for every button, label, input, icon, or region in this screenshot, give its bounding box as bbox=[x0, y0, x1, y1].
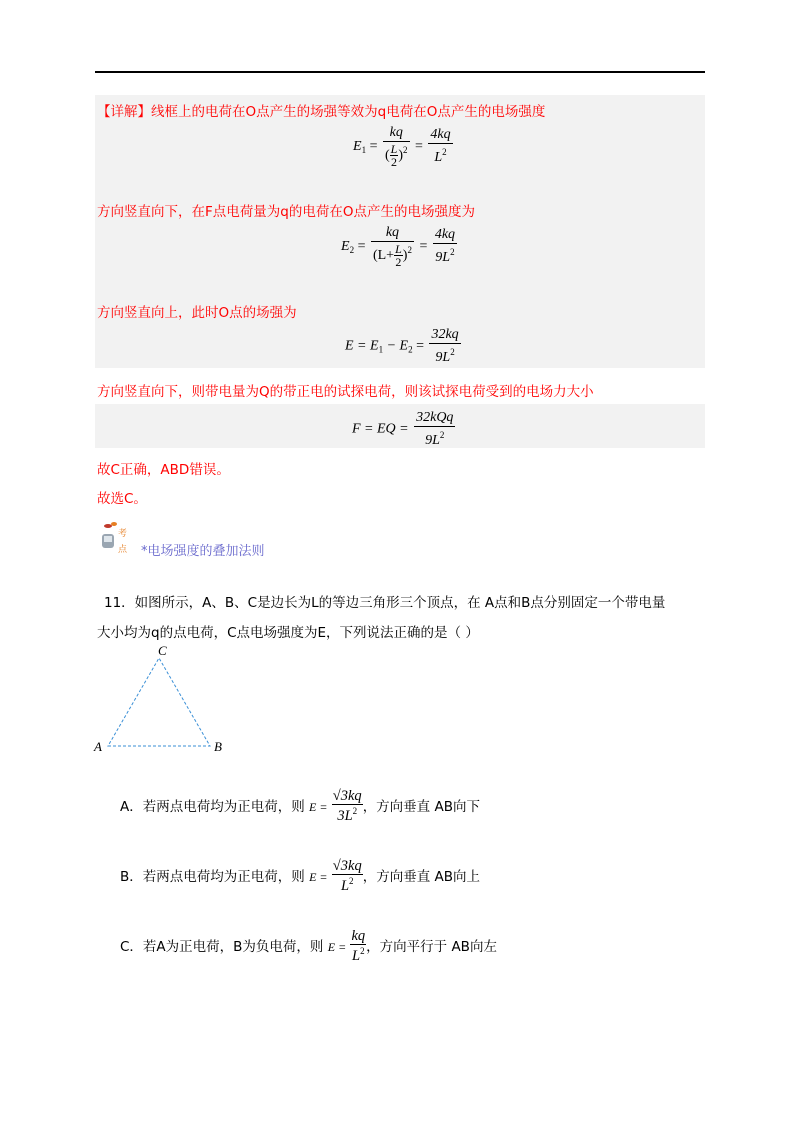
option-b[interactable]: B．若两点电荷均为正电荷，则 E = $\frac{√3kq}{L^2}$ ，方向垂直 AB向上 bbox=[120, 858, 480, 894]
equation-force: F = EQ = $\frac{\text{32kQq}}{9L^2}$ bbox=[352, 410, 454, 448]
conclusion-2: 故选C。 bbox=[97, 491, 147, 507]
header-rule bbox=[95, 71, 705, 73]
solution-line-3: 方向竖直向上，此时O点的场强为 bbox=[97, 305, 297, 321]
triangle-figure bbox=[90, 640, 230, 760]
option-a[interactable]: A．若两点电荷均为正电荷，则 E = $\frac{√3kq}{3L^2}$ ，方向垂直 AB向下 bbox=[120, 788, 480, 824]
vertex-label-a: A bbox=[94, 739, 102, 754]
knowledge-point-icon bbox=[98, 520, 142, 560]
knowledge-point-label[interactable]: *电场强度的叠加法则 bbox=[141, 544, 265, 559]
solution-line-1: 【详解】线框上的电荷在O点产生的场强等效为q电荷在O点产生的电场强度 bbox=[97, 104, 546, 120]
solution-line-4: 方向竖直向下，则带电量为Q的带正电的试探电荷，则该试探电荷受到的电场力大小 bbox=[97, 384, 594, 400]
svg-text:考: 考 bbox=[118, 529, 128, 539]
conclusion-1: 故C正确，ABD错误。 bbox=[97, 462, 230, 478]
solution-tag: 【详解】 bbox=[97, 104, 151, 120]
option-c[interactable]: C．若A为正电荷，B为负电荷，则 E = $\frac{kq}{L^2}$ ，方向平行于 AB向左 bbox=[120, 928, 497, 964]
vertex-label-c: C bbox=[158, 643, 167, 658]
equation-e-total: $E = E_1 - E_2$ = $\frac{32kq}{9L^2}$ bbox=[345, 327, 459, 365]
solution-line-2: 方向竖直向下，在F点电荷量为q的电荷在O点产生的电场强度为 bbox=[97, 204, 475, 220]
svg-text:点: 点 bbox=[118, 545, 128, 555]
question-line-1: 11．如图所示，A、B、C是边长为L的等边三角形三个顶点，在 A点和B点分别固定一个带电量 bbox=[104, 595, 666, 611]
vertex-label-b: B bbox=[214, 739, 222, 754]
equation-e2: $E_2$ = kq (L+ $\frac{L}{2}$ )$^2$ = $\frac{4kq}{9L^2}$ bbox=[341, 225, 456, 270]
equation-e1: $E_1$ = kq ( $\frac{L}{2}$ )$^2$ = $\frac{4kq}{L^2}$ bbox=[353, 125, 451, 170]
question-line-2: 大小均为q的点电荷，C点电场强度为E，下列说法正确的是（ ） bbox=[97, 625, 479, 641]
